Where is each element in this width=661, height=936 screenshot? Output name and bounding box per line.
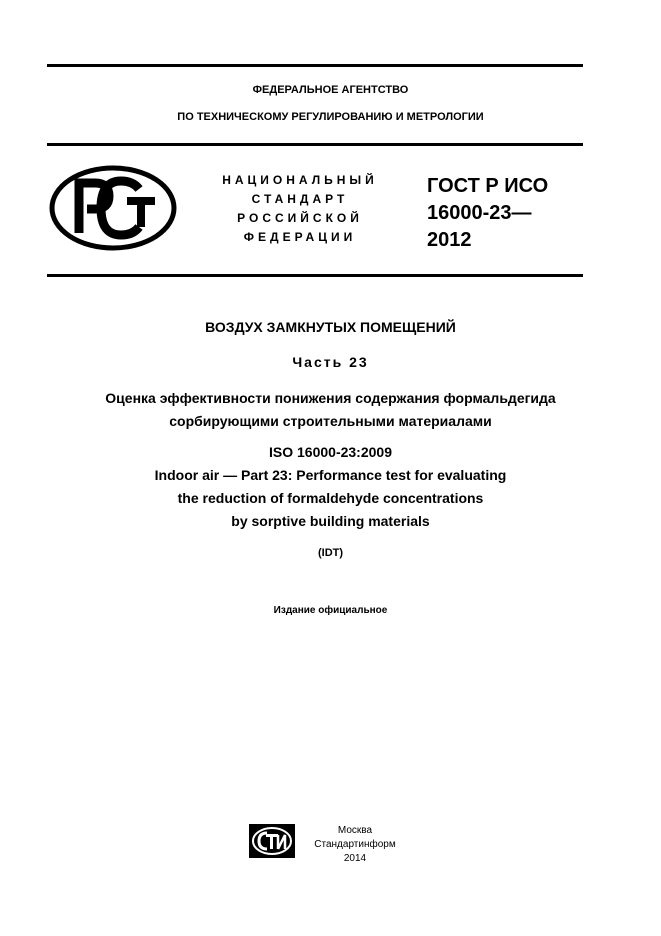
iso-number: ISO 16000-23:2009 (269, 444, 392, 460)
en-subtitle-line-3: by sorptive building materials (231, 513, 430, 529)
national-line-2: СТАНДАРТ (251, 192, 349, 206)
publisher-year: 2014 (343, 853, 367, 864)
agency-line-2: ПО ТЕХНИЧЕСКОМУ РЕГУЛИРОВАНИЮ И МЕТРОЛОГИИ (177, 111, 484, 123)
national-line-4: ФЕДЕРАЦИИ (243, 230, 357, 244)
ru-subtitle-line-1: Оценка эффективности понижения содержания формальдегида (105, 390, 556, 406)
header-rule (47, 143, 583, 146)
designation-line-2: 16000-23— (427, 202, 532, 224)
edition-label: Издание официальное (273, 605, 388, 616)
national-line-1: НАЦИОНАЛЬНЫЙ (222, 173, 378, 187)
part-label: Часть 23 (292, 354, 369, 370)
document-title: ВОЗДУХ ЗАМКНУТЫХ ПОМЕЩЕНИЙ (205, 319, 456, 335)
ru-subtitle-line-2: сорбирующими строительными материалами (169, 413, 492, 429)
publisher-logo (249, 824, 295, 858)
en-subtitle-line-2: the reduction of formaldehyde concentrations (177, 490, 484, 506)
publisher-city: Москва (337, 825, 373, 836)
en-subtitle-line-1: Indoor air — Part 23: Performance test for evaluating (154, 467, 507, 483)
top-rule (47, 64, 583, 67)
designation-line-3: 2012 (427, 229, 472, 251)
idt-label: (IDT) (317, 547, 344, 559)
national-line-3: РОССИЙСКОЙ (237, 211, 363, 225)
agency-line-1: ФЕДЕРАЛЬНОЕ АГЕНТСТВО (252, 84, 409, 96)
designation-line-1: ГОСТ Р ИСО (427, 175, 549, 197)
rst-logo (49, 165, 177, 251)
publisher-name: Стандартинформ (314, 839, 396, 850)
title-rule (47, 274, 583, 277)
